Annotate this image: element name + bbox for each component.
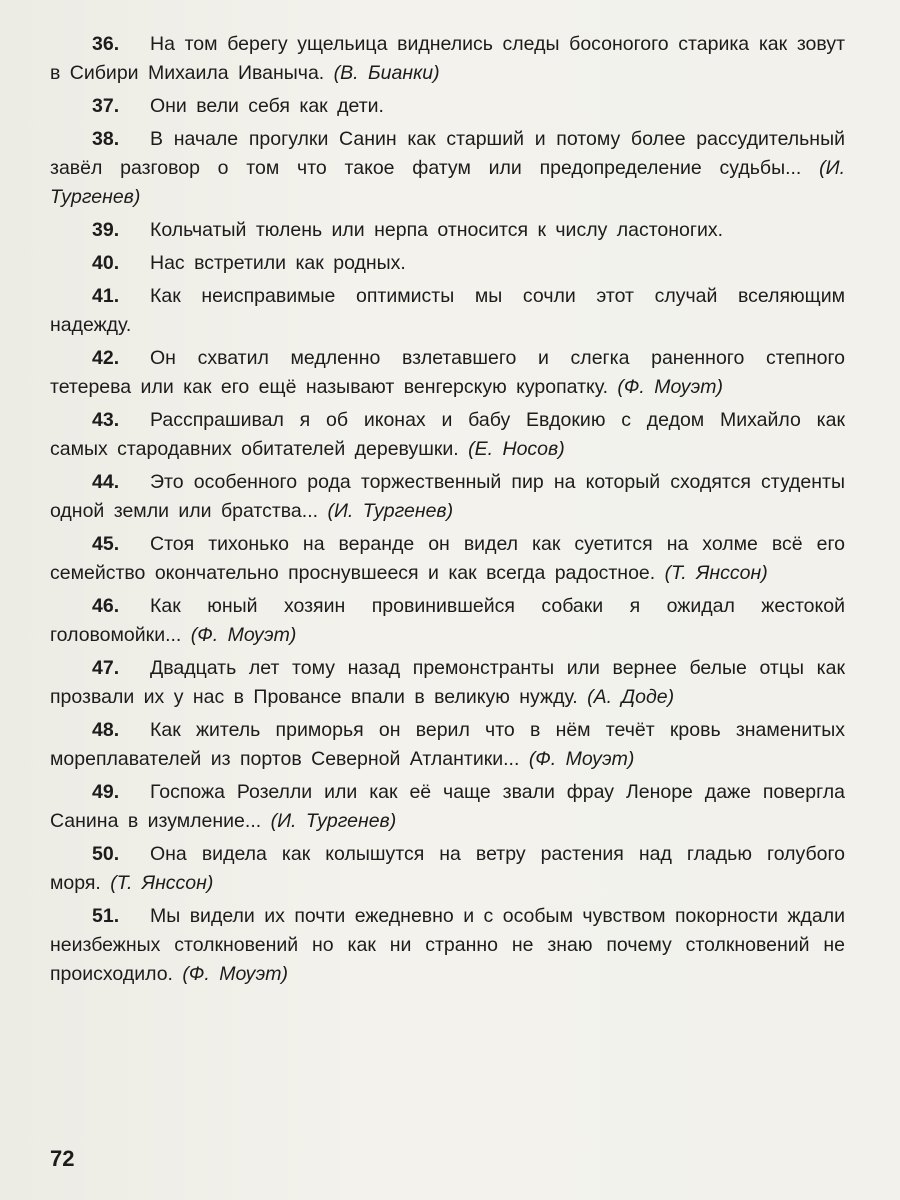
- exercise-text: Двадцать лет тому назад премонстранты или вернее белые отцы как прозвали их у нас в Провансе впали в великую нужду.: [50, 657, 845, 708]
- exercise-author: (А. Доде): [587, 686, 675, 708]
- exercise-number: 43.: [92, 409, 120, 431]
- exercise-text: Расспрашивал я об иконах и бабу Евдокию с дедом Михайло как самых стародавних обитателей деревушки.: [50, 409, 845, 460]
- exercise-number: 50.: [92, 843, 120, 865]
- exercise-item: [50, 778, 845, 836]
- exercise-number: 37.: [92, 95, 120, 117]
- exercise-author: (Ф. Моуэт): [617, 376, 723, 398]
- exercise-author: (И. Тургенев): [327, 500, 454, 522]
- exercise-item: [50, 840, 845, 898]
- exercise-number: 40.: [92, 252, 120, 274]
- exercise-text: Стоя тихонько на веранде он видел как суетится на холме всё его семейство окончательно проснувшееся и как всегда радостное.: [50, 533, 845, 584]
- exercise-item: [50, 344, 845, 402]
- exercise-item: [50, 592, 845, 650]
- exercise-author: (Ф. Моуэт): [528, 748, 635, 770]
- exercise-number: 39.: [92, 219, 120, 241]
- exercise-text: Как юный хозяин провинившейся собаки я ожидал жестокой головомойки...: [50, 595, 845, 646]
- exercise-number: 49.: [92, 781, 120, 803]
- exercise-author: (Ф. Моуэт): [190, 624, 297, 646]
- exercise-text: Как неисправимые оптимисты мы сочли этот случай вселяющим надежду.: [50, 285, 845, 336]
- exercise-number: 42.: [92, 347, 120, 369]
- page-number: 72: [50, 1146, 75, 1171]
- exercise-item: [50, 216, 845, 245]
- exercise-number: 45.: [92, 533, 120, 555]
- exercise-item: [50, 468, 845, 526]
- exercise-item: [50, 654, 845, 712]
- exercise-item: [50, 92, 845, 121]
- exercise-number: 44.: [92, 471, 120, 493]
- exercise-author: (И. Тургенев): [270, 810, 397, 832]
- exercise-author: (Ф. Моуэт): [182, 963, 288, 985]
- exercise-text: Мы видели их почти ежедневно и с особым чувством покорности ждали неизбежных столкновений но как ни странно не знаю почему столкновений не происходило.: [50, 905, 845, 985]
- exercise-number: 41.: [92, 285, 120, 307]
- exercise-text: Он схватил медленно взлетавшего и слегка раненного степного тетерева или как его ещё называют венгерскую куропатку.: [50, 347, 845, 398]
- exercise-author: (Т. Янссон): [110, 872, 214, 894]
- exercise-author: (Т. Янссон): [664, 562, 768, 584]
- exercise-author: (Е. Носов): [468, 438, 565, 460]
- exercise-item: [50, 716, 845, 774]
- exercise-item: [50, 125, 845, 212]
- exercise-number: 47.: [92, 657, 120, 679]
- exercise-text: Она видела как колышутся на ветру растения над гладью голубого моря.: [50, 843, 845, 894]
- exercise-item: [50, 249, 845, 278]
- exercise-author: (И. Тургенев): [50, 157, 845, 208]
- exercise-text: Госпожа Розелли или как её чаще звали фрау Леноре даже повергла Санина в изумление...: [50, 781, 845, 832]
- exercise-item: [50, 406, 845, 464]
- exercise-item: [50, 530, 845, 588]
- exercise-number: 38.: [92, 128, 120, 150]
- exercise-text: Они вели себя как дети.: [150, 95, 384, 117]
- exercise-number: 48.: [92, 719, 120, 741]
- exercise-item: [50, 902, 845, 989]
- exercise-text: В начале прогулки Санин как старший и потому более рассудительный завёл разговор о том что такое фатум или предопределение судьбы...: [50, 128, 845, 179]
- exercise-number: 36.: [92, 33, 120, 55]
- exercise-text: На том берегу ущельица виднелись следы босоногого старика как зовут в Сибири Михаила Иваныча.: [50, 33, 845, 84]
- exercise-number: 46.: [92, 595, 120, 617]
- exercise-item: [50, 30, 845, 88]
- exercise-number: 51.: [92, 905, 120, 927]
- exercise-text: Кольчатый тюлень или нерпа относится к числу ластоногих.: [150, 219, 724, 241]
- exercise-text: Как житель приморья он верил что в нём течёт кровь знаменитых мореплавателей из портов Северной Атлантики...: [50, 719, 845, 770]
- exercise-list: [50, 30, 845, 993]
- exercise-author: (В. Бианки): [333, 62, 440, 84]
- exercise-text: Это особенного рода торжественный пир на который сходятся студенты одной земли или братства...: [50, 471, 845, 522]
- exercise-item: [50, 282, 845, 340]
- exercise-text: Нас встретили как родных.: [150, 252, 406, 274]
